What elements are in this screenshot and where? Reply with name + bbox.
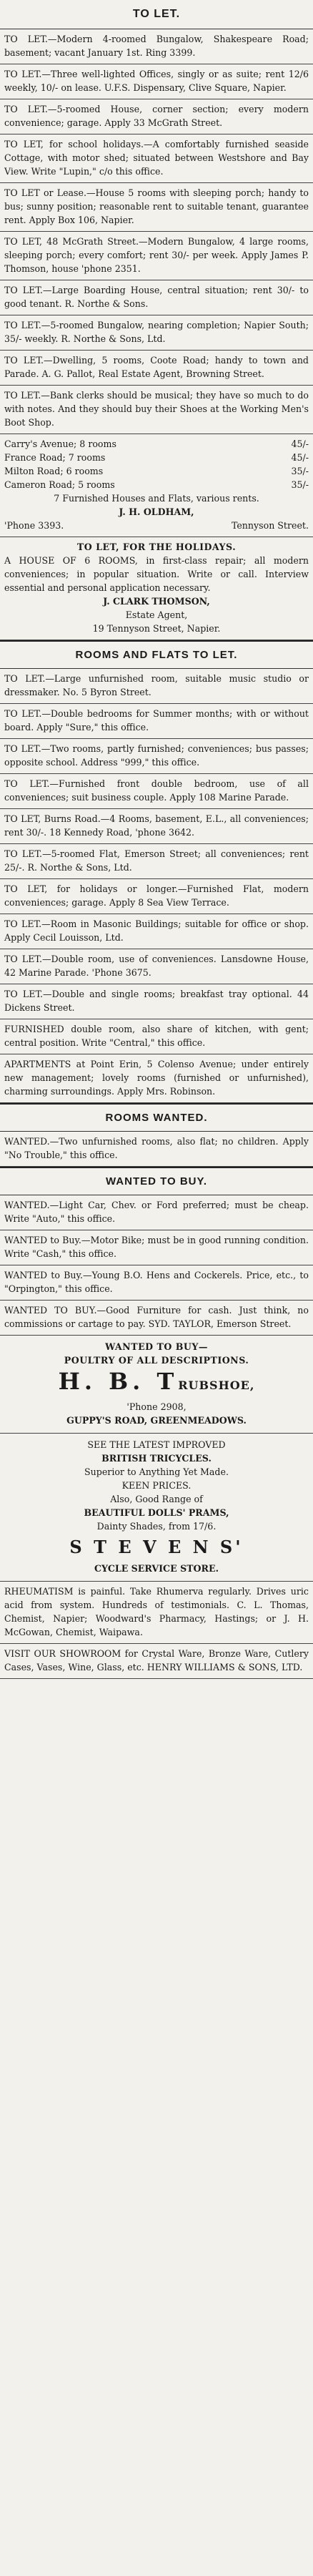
poultry-address: GUPPY'S ROAD, GREENMEADOWS. (66, 1415, 247, 1426)
rheumatism-text: RHEUMATISM is painful. Take Rhumerva regularly. Drives uric acid from system. Hundreds of testimonials. C. L. Thomas, Chemist, Napier; Woodward's Pharmacy, Hastings; or J. H. McGowan, Chemist, Waipawa. (4, 1586, 309, 1637)
section-heading-wanted-buy: WANTED TO BUY. (0, 1167, 313, 1195)
wanted-buy-ads (0, 1195, 313, 1336)
section-heading-rooms-flats: ROOMS AND FLATS TO LET. (0, 640, 313, 669)
rooms-flats-ad: TO LET.—Double bedrooms for Summer months; with or without board. Apply "Sure," this office. (0, 704, 313, 739)
wanted-buy-ad: WANTED.—Light Car, Chev. or Ford preferred; must be cheap. Write "Auto," this office. (0, 1195, 313, 1230)
section-heading-rooms-wanted: ROOMS WANTED. (0, 1103, 313, 1132)
stevens-line: Dainty Shades, from 17/6. (96, 1521, 217, 1532)
to-let-ad: TO LET.—Large Boarding House, central situation; rent 30/- to good tenant. R. Northe & Sons. (0, 280, 313, 315)
to-let-ad: TO LET.—5-roomed Bungalow, nearing completion; Napier South; 35/- weekly. R. Northe & Sons, Ltd. (0, 315, 313, 351)
oldham-rows (4, 437, 309, 491)
listing-rent: 35/- (291, 466, 309, 476)
to-let-ad: TO LET, for school holidays.—A comfortably furnished seaside Cottage, with motor shed; situated between Westshore and Bay View. Write "Lupin," c/o this office. (0, 134, 313, 183)
oldham-name: J. H. OLDHAM, (119, 506, 194, 517)
oldham-listing-row (4, 437, 309, 451)
oldham-listing-row (4, 451, 309, 464)
listing-place: France Road; 7 rooms (4, 452, 106, 463)
oldham-street: Tennyson Street. (231, 520, 309, 531)
poultry-brand-rest: RUBSHOE, (178, 1378, 255, 1392)
rooms-flats-ad: TO LET, Burns Road.—4 Rooms, basement, E.L., all conveniences; rent 30/-. 18 Kennedy Road, 'phone 3642. (0, 809, 313, 844)
listing-place: Milton Road; 6 rooms (4, 466, 104, 476)
to-let-ad: TO LET or Lease.—House 5 rooms with sleeping porch; handy to bus; sunny position; reasonable rent to suitable tenant, guarantee rent. Apply Box 106, Napier. (0, 183, 313, 232)
to-let-ad: TO LET, 48 McGrath Street.—Modern Bungalow, 4 large rooms, sleeping porch; every comfort; rent 30/- per week. Apply James P. Thomson, house 'phone 2351. (0, 232, 313, 280)
poultry-brand (4, 1369, 309, 1398)
rooms-flats-ads (0, 669, 313, 1103)
to-let-ads (0, 29, 313, 434)
holiday-agent-address: 19 Tennyson Street, Napier. (92, 623, 221, 634)
holiday-agent-name: J. CLARK THOMSON, (103, 596, 210, 607)
holiday-title: TO LET, FOR THE HOLIDAYS. (76, 542, 237, 552)
rooms-wanted-ads (0, 1132, 313, 1167)
oldham-listing-row (4, 464, 309, 478)
rooms-wanted-ad: WANTED.—Two unfurnished rooms, also flat; no children. Apply "No Trouble," this office. (0, 1132, 313, 1167)
listing-place: Carry's Avenue; 8 rooms (4, 439, 116, 449)
poultry-ad (0, 1336, 313, 1434)
stevens-name: S T E V E N S' (69, 1537, 244, 1557)
stevens-line: Also, Good Range of (110, 1494, 203, 1504)
holiday-agent-role: Estate Agent, (125, 609, 188, 620)
poultry-brand-initials: H. B. T (58, 1368, 179, 1395)
listing-place: Cameron Road; 5 rooms (4, 479, 115, 490)
oldham-listing-row (4, 478, 309, 491)
oldham-extra: 7 Furnished Houses and Flats, various rents. (54, 493, 259, 504)
to-let-ad: TO LET.—Three well-lighted Offices, singly or as suite; rent 12/6 weekly, 10/- on lease. U.F.S. Dispensary, Clive Square, Napier. (0, 64, 313, 99)
to-let-ad: TO LET.—Dwelling, 5 rooms, Coote Road; handy to town and Parade. A. G. Pallot, Real Estate Agent, Browning Street. (0, 351, 313, 386)
oldham-listing-block (0, 434, 313, 537)
wanted-buy-ad: WANTED to Buy.—Young B.O. Hens and Cockerels. Price, etc., to "Orpington," this office. (0, 1265, 313, 1301)
rooms-flats-ad: TO LET.—Room in Masonic Buildings; suitable for office or shop. Apply Cecil Louisson, Ltd. (0, 914, 313, 949)
listing-rent: 45/- (291, 452, 309, 463)
rooms-flats-ad: TO LET.—Furnished front double bedroom, use of all conveniences; suit business couple. Apply 108 Marine Parade. (0, 774, 313, 809)
holiday-house-ad (0, 537, 313, 640)
rooms-flats-ad: TO LET.—Double room, use of conveniences. Lansdowne House, 42 Marine Parade. 'Phone 3675. (0, 949, 313, 984)
rooms-flats-ad: FURNISHED double room, also share of kitchen, with gent; central position. Write "Central," this office. (0, 1019, 313, 1054)
stevens-tag: CYCLE SERVICE STORE. (94, 1563, 219, 1574)
stevens-line: KEEN PRICES. (121, 1480, 192, 1491)
stevens-line: Superior to Anything Yet Made. (84, 1466, 229, 1477)
stevens-line: SEE THE LATEST IMPROVED (87, 1439, 226, 1450)
wanted-buy-ad: WANTED TO BUY.—Good Furniture for cash. Just think, no commissions or cartage to pay. SYD. TAYLOR, Emerson Street. (0, 1301, 313, 1336)
listing-rent: 45/- (291, 439, 309, 449)
rooms-flats-ad: TO LET.—Double and single rooms; breakfast tray optional. 44 Dickens Street. (0, 984, 313, 1019)
stevens-line: BEAUTIFUL DOLLS' PRAMS, (84, 1507, 229, 1518)
oldham-signoff (4, 519, 309, 532)
to-let-ad: TO LET.—5-roomed House, corner section; every modern convenience; garage. Apply 33 McGrath Street. (0, 99, 313, 134)
stevens-lines (4, 1438, 309, 1533)
to-let-ad: TO LET.—Bank clerks should be musical; they have so much to do with notes. And they should buy their Shoes at the Working Men's Boot Shop. (0, 386, 313, 434)
rooms-flats-ad: TO LET, for holidays or longer.—Furnished Flat, modern conveniences; garage. Apply 8 Sea View Terrace. (0, 879, 313, 914)
wanted-buy-ad: WANTED to Buy.—Motor Bike; must be in good running condition. Write "Cash," this office. (0, 1230, 313, 1265)
section-heading-to-let: TO LET. (0, 0, 313, 29)
showroom-text: VISIT OUR SHOWROOM for Crystal Ware, Bronze Ware, Cutlery Cases, Vases, Wine, Glass, etc. HENRY WILLIAMS & SONS, LTD. (4, 1648, 309, 1673)
to-let-ad: TO LET.—Modern 4-roomed Bungalow, Shakespeare Road; basement; vacant January 1st. Ring 3399. (0, 29, 313, 64)
rooms-flats-ad: TO LET.—Two rooms, partly furnished; conveniences; bus passes; opposite school. Address "999," this office. (0, 739, 313, 774)
showroom-ad (0, 1644, 313, 1679)
rooms-flats-ad: TO LET.—5-roomed Flat, Emerson Street; all conveniences; rent 25/-. R. Northe & Sons, Ltd. (0, 844, 313, 879)
holiday-body: A HOUSE OF 6 ROOMS, in first-class repair; all modern conveniences; in popular situation. Write or call. Interview essential and personal application necessary. (4, 555, 309, 593)
rooms-flats-ad: TO LET.—Large unfurnished room, suitable music studio or dressmaker. No. 5 Byron Street. (0, 669, 313, 704)
poultry-subtitle: POULTRY OF ALL DESCRIPTIONS. (64, 1355, 249, 1366)
poultry-title: WANTED TO BUY— (105, 1341, 208, 1352)
listing-rent: 35/- (291, 479, 309, 490)
rheumatism-ad (0, 1582, 313, 1644)
stevens-line: BRITISH TRICYCLES. (101, 1453, 212, 1464)
oldham-phone: 'Phone 3393. (4, 520, 64, 531)
poultry-phone: 'Phone 2908, (126, 1401, 187, 1412)
rooms-flats-ad: APARTMENTS at Point Erin, 5 Colenso Avenue; under entirely new management; lovely rooms (furnished or unfurnished), charming surroundings. Apply Mrs. Robinson. (0, 1054, 313, 1103)
stevens-ad (0, 1434, 313, 1582)
